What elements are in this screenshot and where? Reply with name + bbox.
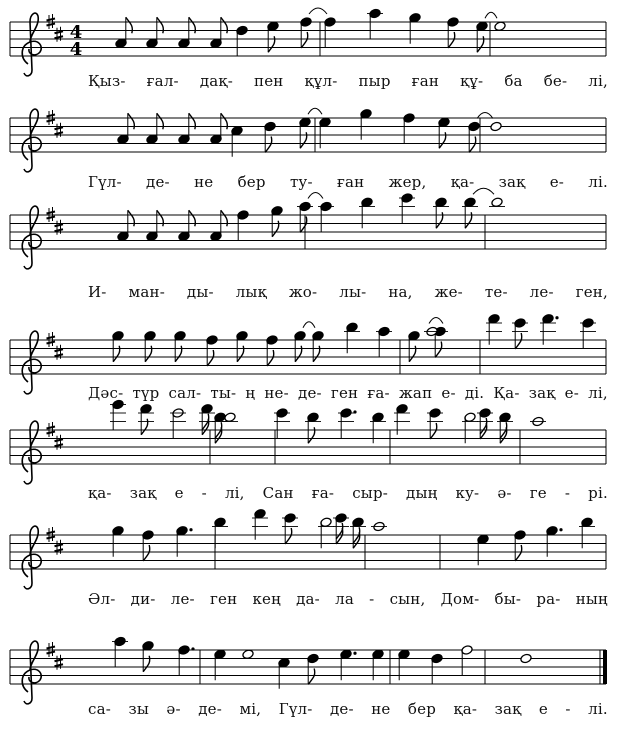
treble-clef-path	[22, 206, 41, 269]
lyric-syllable: қа-	[88, 484, 112, 502]
lyric-syllable: е-	[564, 384, 580, 402]
lyric-syllable: ту-	[289, 173, 313, 191]
treble-clef	[22, 206, 41, 269]
note-flag	[308, 669, 315, 685]
lyric-syllable: ға-	[367, 384, 390, 402]
note-flag	[267, 350, 274, 366]
notehead	[490, 121, 502, 132]
treble-clef	[22, 526, 41, 589]
key-sharp-c	[55, 27, 64, 42]
lyric-syllable: ле-	[529, 283, 554, 301]
augmentation-dot	[353, 652, 356, 655]
lyric-syllable: ман-	[128, 283, 165, 301]
lyric-syllable: лі,	[588, 384, 608, 402]
lyric-syllable: лі.	[588, 173, 608, 191]
lyric-syllable: Сан	[262, 484, 294, 502]
tie	[303, 322, 315, 328]
lyric-syllable: жо-	[288, 283, 318, 301]
lyric-syllable: лық	[235, 283, 267, 301]
lyric-syllable: И-	[88, 283, 107, 301]
note-flag	[515, 545, 522, 561]
note-flag	[265, 137, 272, 153]
lyric-line	[88, 700, 608, 718]
lyric-syllable: дақ-	[199, 72, 233, 90]
lyric-syllable: сын,	[389, 590, 426, 608]
lyric-syllable: бер	[407, 700, 437, 718]
treble-clef	[22, 421, 41, 484]
lyric-syllable: рі.	[588, 484, 608, 502]
treble-clef	[22, 109, 41, 172]
note-flag	[300, 217, 307, 233]
lyric-syllable: Дәс-	[88, 384, 124, 402]
lyric-syllable: зақ	[129, 484, 157, 502]
treble-clef	[22, 331, 41, 394]
lyric-syllable: ди-	[130, 590, 156, 608]
lyric-syllable: лы-	[339, 283, 367, 301]
note-flag	[143, 545, 150, 561]
notehead	[494, 21, 506, 32]
lyric-syllable: -	[201, 484, 207, 502]
treble-clef-path	[22, 641, 41, 704]
lyric-syllable: лі,	[224, 484, 245, 502]
lyric-syllable: ә-	[166, 700, 181, 718]
lyric-syllable: ған	[336, 173, 365, 191]
lyric-line	[88, 384, 608, 402]
lyric-syllable: -	[369, 590, 375, 608]
lyric-syllable: ба	[504, 72, 523, 90]
lyric-syllable: ла	[335, 590, 354, 608]
note-flag	[448, 32, 455, 48]
lyric-syllable: Әл-	[88, 590, 116, 608]
tie	[308, 108, 322, 114]
lyric-syllable: е-	[549, 173, 565, 191]
treble-clef	[22, 641, 41, 704]
lyric-syllable: Гүл-	[88, 173, 122, 191]
key-sharp-c	[55, 435, 64, 450]
lyric-syllable: зақ	[528, 384, 556, 402]
key-sharp-c	[55, 540, 64, 555]
lyric-syllable: ған	[411, 72, 440, 90]
lyric-syllable: де-	[146, 173, 170, 191]
notehead	[520, 653, 532, 664]
lyric-syllable: зақ	[498, 173, 526, 191]
lyric-syllable: түр	[132, 384, 160, 402]
lyric-syllable: ра-	[536, 590, 561, 608]
tie	[485, 12, 497, 18]
notehead	[224, 412, 236, 423]
key-sharp-c	[55, 345, 64, 360]
lyric-syllable: не	[371, 700, 391, 718]
note-flag	[301, 32, 308, 48]
lyric-syllable: те-	[484, 283, 508, 301]
lyric-syllable: құ-	[460, 72, 484, 90]
lyric-line	[88, 173, 608, 191]
lyric-syllable: бы-	[494, 590, 522, 608]
lyric-syllable: бе-	[543, 72, 568, 90]
lyric-syllable: ле-	[170, 590, 195, 608]
lyric-syllable: Гүл-	[278, 700, 313, 718]
augmentation-dot	[559, 528, 562, 531]
lyric-syllable: Қыз-	[88, 72, 126, 90]
lyric-syllable: жер,	[388, 173, 427, 191]
key-sharp-f	[47, 14, 56, 29]
lyric-line	[88, 484, 608, 502]
lyric-syllable: же-	[434, 283, 463, 301]
lyric-syllable: ку-	[455, 484, 480, 502]
lyric-syllable: ты-	[210, 384, 237, 402]
lyric-syllable: де-	[198, 700, 222, 718]
lyric-line	[88, 283, 608, 301]
tie	[308, 193, 323, 199]
lyric-syllable: қа-	[450, 173, 475, 191]
lyric-syllable: ның	[575, 590, 608, 608]
lyric-syllable: ә-	[497, 484, 512, 502]
note-flag	[435, 342, 442, 358]
treble-clef	[22, 13, 41, 76]
lyric-syllable: ге	[529, 484, 547, 502]
key-sharp-c	[55, 220, 64, 235]
key-sharp-f	[47, 207, 56, 222]
lyric-syllable: сыр-	[352, 484, 389, 502]
note-flag	[430, 423, 437, 439]
note-flag	[515, 333, 522, 349]
lyric-syllable: е-	[441, 384, 456, 402]
lyric-syllable: ді.	[464, 384, 485, 402]
treble-clef-path	[22, 13, 41, 76]
treble-clef-path	[22, 421, 41, 484]
lyric-syllable: на,	[388, 283, 413, 301]
note-flag	[285, 528, 292, 544]
lyric-syllable: пен	[254, 72, 284, 90]
lyric-syllable: лі,	[588, 72, 608, 90]
lyric-syllable: ген	[330, 384, 359, 402]
lyric-syllable: қа-	[453, 700, 478, 718]
lyric-line	[88, 590, 608, 608]
lyric-syllable: Дом-	[440, 590, 480, 608]
lyric-syllable: дың	[406, 484, 438, 502]
augmentation-dot	[191, 647, 194, 650]
note-flag	[469, 137, 476, 153]
tie	[429, 318, 443, 324]
lyric-syllable: зы	[128, 700, 149, 718]
note-flag	[207, 350, 214, 366]
augmentation-dot	[555, 316, 558, 319]
lyric-syllable: не-	[264, 384, 289, 402]
lyric-syllable: ген,	[575, 283, 608, 301]
key-sharp-c	[55, 655, 64, 670]
lyric-syllable: -	[564, 484, 571, 502]
key-sharp-f	[47, 642, 56, 657]
lyric-syllable: құл-	[304, 72, 338, 90]
lyric-syllable: ға-	[311, 484, 335, 502]
lyric-syllable: ды-	[186, 283, 214, 301]
key-sharp-f	[47, 422, 56, 437]
augmentation-dot	[189, 528, 192, 531]
lyric-syllable: са-	[88, 700, 112, 718]
key-sharp-f	[47, 332, 56, 347]
lyric-syllable: кең	[252, 590, 281, 608]
lyric-syllable: Қа-	[493, 384, 520, 402]
lyric-syllable: бер	[237, 173, 266, 191]
augmentation-dot	[353, 410, 356, 413]
lyric-syllable: е	[538, 700, 548, 718]
tie	[309, 8, 327, 14]
treble-clef-path	[22, 526, 41, 589]
lyric-syllable: мі,	[239, 700, 262, 718]
lyric-syllable: не	[194, 173, 214, 191]
lyric-syllable: де-	[329, 700, 354, 718]
key-sharp-c	[55, 123, 64, 138]
lyric-line	[88, 72, 608, 90]
time-sig-top: 4	[69, 22, 83, 43]
lyric-syllable: лі.	[588, 700, 608, 718]
lyric-syllable: ген	[209, 590, 238, 608]
lyric-syllable: пыр	[358, 72, 391, 90]
lyric-syllable: сал-	[168, 384, 202, 402]
lyric-syllable: -	[565, 700, 571, 718]
lyric-syllable: ң	[245, 384, 256, 402]
lyric-syllable: е	[174, 484, 184, 502]
treble-clef-path	[22, 331, 41, 394]
lyric-syllable: де-	[298, 384, 322, 402]
notehead	[491, 197, 503, 208]
lyric-syllable: зақ	[494, 700, 522, 718]
treble-clef-path	[22, 109, 41, 172]
key-sharp-f	[47, 110, 56, 125]
lyric-syllable: да-	[296, 590, 320, 608]
notehead	[242, 649, 254, 660]
time-sig-bottom: 4	[69, 39, 83, 60]
lyric-syllable: ғал-	[146, 72, 179, 90]
key-sharp-f	[47, 527, 56, 542]
lyric-syllable: жап	[398, 384, 433, 402]
